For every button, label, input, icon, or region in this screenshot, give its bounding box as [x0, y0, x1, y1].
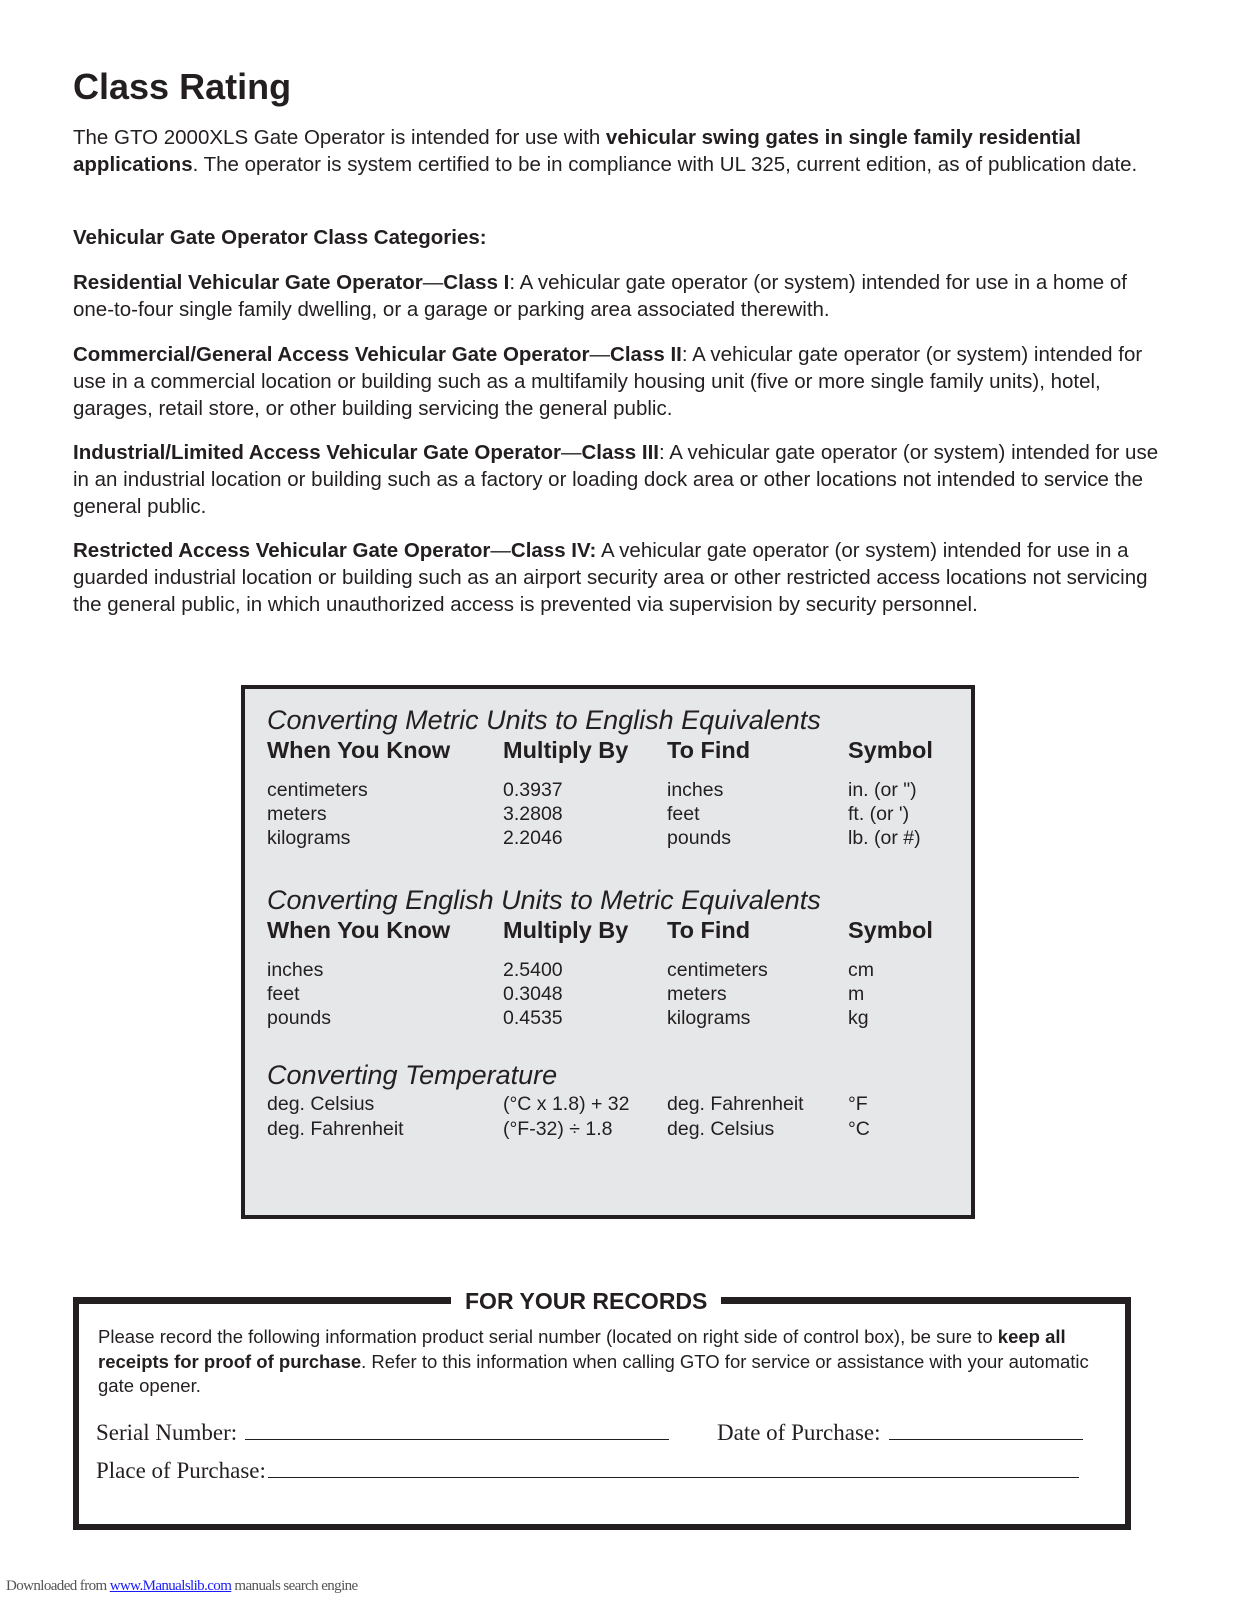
table-row: kilograms 2.2046 pounds lb. (or #)	[267, 827, 921, 849]
manualslib-link[interactable]: www.Manualslib.com	[109, 1578, 232, 1594]
metric-to-english-header-row: When You Know Multiply By To Find Symbol	[267, 737, 933, 763]
place-of-purchase-field[interactable]	[268, 1455, 1079, 1478]
date-of-purchase-label: Date of Purchase:	[717, 1420, 881, 1445]
table-row: pounds 0.4535 kilograms kg	[267, 1007, 869, 1029]
class-3-paragraph: Industrial/Limited Access Vehicular Gate Operator—Class III: A vehicular gate operator (or system) intended for use in an industrial location or building such as a factory or loading dock area or other locations not intended to service the general public.	[73, 441, 1159, 518]
serial-number-field[interactable]	[245, 1417, 669, 1440]
class-1-paragraph: Residential Vehicular Gate Operator—Class I: A vehicular gate operator (or system) intended for use in a home of one-to-four single family dwelling, or a garage or parking area associated therewith.	[73, 271, 1127, 321]
download-footer: Downloaded from www.Manualslib.com manuals search engine	[6, 1578, 358, 1594]
place-of-purchase-label: Place of Purchase:	[96, 1458, 266, 1483]
table-row: deg. Celsius (°C x 1.8) + 32 deg. Fahrenheit °F	[267, 1093, 868, 1115]
date-of-purchase-line	[717, 1417, 1083, 1447]
conversion-table-box	[241, 685, 975, 1219]
class-4-paragraph: Restricted Access Vehicular Gate Operator—Class IV: A vehicular gate operator (or system) intended for use in a guarded industrial location or building such as an airport security area or other restricted access locations not servicing the general public, in which unauthorized access is prevented via supervision by security personnel.	[73, 539, 1148, 616]
class-2-paragraph: Commercial/General Access Vehicular Gate Operator—Class II: A vehicular gate operator (or system) intended for use in a commercial location or building such as a multifamily housing unit (five or more single family units), hotel, garages, retail store, or other building servicing the general public.	[73, 343, 1143, 420]
table-row: deg. Fahrenheit (°F-32) ÷ 1.8 deg. Celsius °C	[267, 1118, 870, 1140]
date-of-purchase-field[interactable]	[889, 1417, 1083, 1440]
serial-number-line	[96, 1417, 669, 1447]
temperature-title: Converting Temperature	[267, 1060, 558, 1090]
table-row: centimeters 0.3937 inches in. (or ")	[267, 779, 917, 801]
english-to-metric-header-row: When You Know Multiply By To Find Symbol	[267, 917, 933, 943]
table-row: meters 3.2808 feet ft. (or ')	[267, 803, 910, 825]
categories-heading: Vehicular Gate Operator Class Categories:	[73, 226, 487, 249]
records-title: FOR YOUR RECORDS	[451, 1286, 721, 1316]
english-to-metric-title: Converting English Units to Metric Equivalents	[267, 885, 821, 915]
place-of-purchase-line	[96, 1455, 1079, 1485]
serial-number-label: Serial Number:	[96, 1420, 238, 1445]
metric-to-english-title: Converting Metric Units to English Equivalents	[267, 705, 821, 735]
table-row: inches 2.5400 centimeters cm	[267, 959, 874, 981]
page-title: Class Rating	[73, 66, 292, 107]
table-row: feet 0.3048 meters m	[267, 983, 865, 1005]
records-instructions: Please record the following information product serial number (located on right side of control box), be sure to keep all receipts for proof of purchase. Refer to this information when calling GTO for service or assistance with your automatic gate opener.	[98, 1326, 1089, 1396]
intro-paragraph: The GTO 2000XLS Gate Operator is intended for use with vehicular swing gates in single family residential applications. The operator is system certified to be in compliance with UL 325, current edition, as of publication date.	[73, 126, 1138, 176]
